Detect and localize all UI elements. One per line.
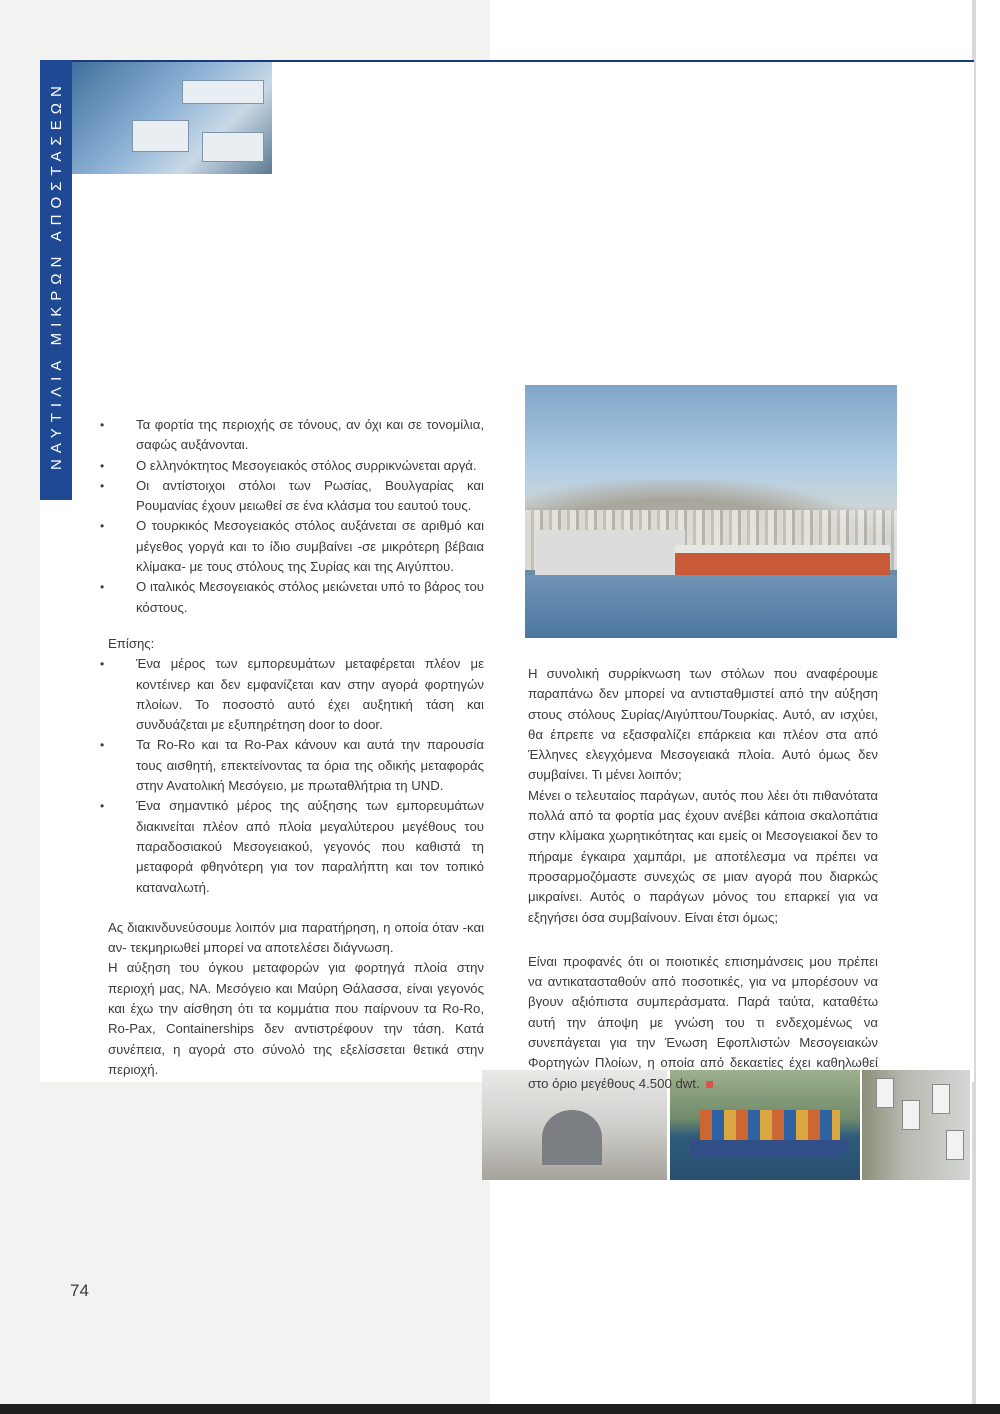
end-mark: [706, 1081, 713, 1088]
list-item: • Τα Ro-Ro και τα Ro-Pax κάνουν και αυτά την παρουσία τους αισθητή, επεκτείνοντας τα όρια της οδικής μεταφοράς στην Ανατολική Μεσόγειο, με πρωταθλήτρια τη UND.: [108, 735, 484, 796]
paragraph: Ας διακινδυνεύσουμε λοιπόν μια παρατήρηση, η οποία όταν -και αν- τεκμηριωθεί μπορεί να αποτελέσει διάγνωση.: [108, 919, 484, 956]
paragraph: Η συνολική συρρίκνωση των στόλων που αναφέρουμε παραπάνω δεν μπορεί να αντισταθμιστεί από την αύξηση στους στόλους Συρίας/Αιγύπτου/Τουρκίας. Αυτό, αν ισχύει, θα έπρεπε να εξασφαλίζει επάρκεια και πλέον στα από Έλληνες ελεγχόμενα Μεσογειακά πλοία. Αυτό όμως δεν συμβαίνει. Τι μένει λοιπόν;: [528, 666, 878, 783]
truck-loading-photo: [72, 62, 272, 174]
paragraph: Η αύξηση του όγκου μεταφορών για φορτηγά πλοία στην περιοχή μας, ΝΑ. Μεσόγειο και Μαύρη Θάλασσα, είναι γεγονός και έχω την αίσθηση ότι τα κομμάτια που παίρνουν τα Ro-Ro, Ro-Pax, Containerships δεν αντιστρέφουν την τάση. Κατά συνέπεια, η αγορά στο σύνολό της εξελίσσεται θετικά στην περιοχή.: [108, 960, 484, 1077]
truck-shape: [902, 1100, 920, 1130]
list-item: • Τα φορτία της περιοχής σε τόνους, αν όχι και σε τονομίλια, σαφώς αυξάνονται.: [108, 415, 484, 456]
ramp-shape: [542, 1110, 602, 1165]
right-column: [528, 664, 878, 1094]
left-column: [108, 415, 484, 1080]
list-item: • Οι αντίστοιχοι στόλοι των Ρωσίας, Βουλγαρίας και Ρουμανίας έχουν μειωθεί σε ένα κλάσμα του εαυτού τους.: [108, 476, 484, 517]
also-bullet-list: [108, 654, 484, 898]
truck-shape: [876, 1078, 894, 1108]
truck-shape: [932, 1084, 950, 1114]
paragraph: Μένει ο τελευταίος παράγων, αυτός που λέει ότι πιθανότατα πολλά από τα φορτία μας έχουν ανέβει κάποια σκαλοπάτια στην κλίμακα χωρητικότητας και εμείς οι Μεσογειακοί δεν το πήραμε έγκαιρα χαμπάρι, με αποτέλεσμα να πρέπει να προσαρμοζόμαστε συνεχώς σε μιαν αγορά που διαρκώς μικραίνει. Αυτός ο παράγων μόνος του επαρκεί για να εξηγήσει όσα συμβαίνουν. Είναι έτσι όμως;: [528, 787, 878, 925]
harbor-ships-photo: [525, 385, 897, 638]
sea-shape: [525, 575, 897, 638]
page-number: 74: [70, 1281, 89, 1300]
cargo-containers-shape: [700, 1110, 840, 1140]
white-ferry-shape: [535, 530, 685, 581]
also-heading: Επίσης:: [108, 635, 155, 651]
list-item: • Ο τουρκικός Μεσογειακός στόλος αυξάνεται σε αριθμό και μέγεθος γοργά και το ίδιο συμβαίνει -σε μικρότερη βέβαια κλίμακα- με τους στόλους της Συρίας και της Αιγύπτου.: [108, 516, 484, 577]
truck-queue-photo: [862, 1070, 970, 1180]
truck-shape: [946, 1130, 964, 1160]
container-shape: [132, 120, 189, 152]
scan-edge: [0, 1404, 1000, 1414]
container-shape: [182, 80, 264, 104]
container-shape: [202, 132, 264, 162]
list-item: • Ο ελληνόκτητος Μεσογειακός στόλος συρρικνώνεται αργά.: [108, 456, 484, 476]
list-item: • Ένα σημαντικό μέρος της αύξησης των εμπορευμάτων διακινείται πλέον από πλοία μεγαλύτερου μεγέθους του παραδοσιακού Μεσογειακού, γεγονός που καθιστά τη μεταφορά φθηνότερη για τον παραλήπτη και τον τοπικό καταναλωτή.: [108, 796, 484, 897]
ship-hull-shape: [690, 1140, 850, 1158]
paragraph-text: Είναι προφανές ότι οι ποιοτικές επισημάνσεις μου πρέπει να αντικατασταθούν από ποσοτικές, για να μπορέσουν να βγουν αξιόπιστα συμπεράσματα. Παρά ταύτα, καταθέτω αυτή την άποψη με γνώση του τι ενδεχομένως να συνεπάγεται για την Ένωση Εφοπλιστών Μεσογειακών Φορτηγών Πλοίων, η οποία από δεκαετίες έχει καθηλωθεί στο όριο μεγέθους 4.500 dwt.: [528, 953, 878, 1091]
fleet-bullet-list: [108, 415, 484, 618]
list-item: • Ο ιταλικός Μεσογειακός στόλος μειώνεται υπό το βάρος του κόστους.: [108, 577, 484, 618]
side-title: ΝΑΥΤΙΛΙΑ ΜΙΚΡΩΝ ΑΠΟΣΤΑΣΕΩΝ: [48, 80, 65, 470]
paragraph: [528, 952, 878, 1094]
red-ship-shape: [675, 545, 890, 578]
list-item: • Ένα μέρος των εμπορευμάτων μεταφέρεται πλέον με κοντέινερ και δεν εμφανίζεται καν στην αγορά φορτηγών πλοίων. Το ποσοστό αυτό έχει αυξητική τάση και συνδυάζεται με εξυπηρέτηση door to door.: [108, 654, 484, 735]
